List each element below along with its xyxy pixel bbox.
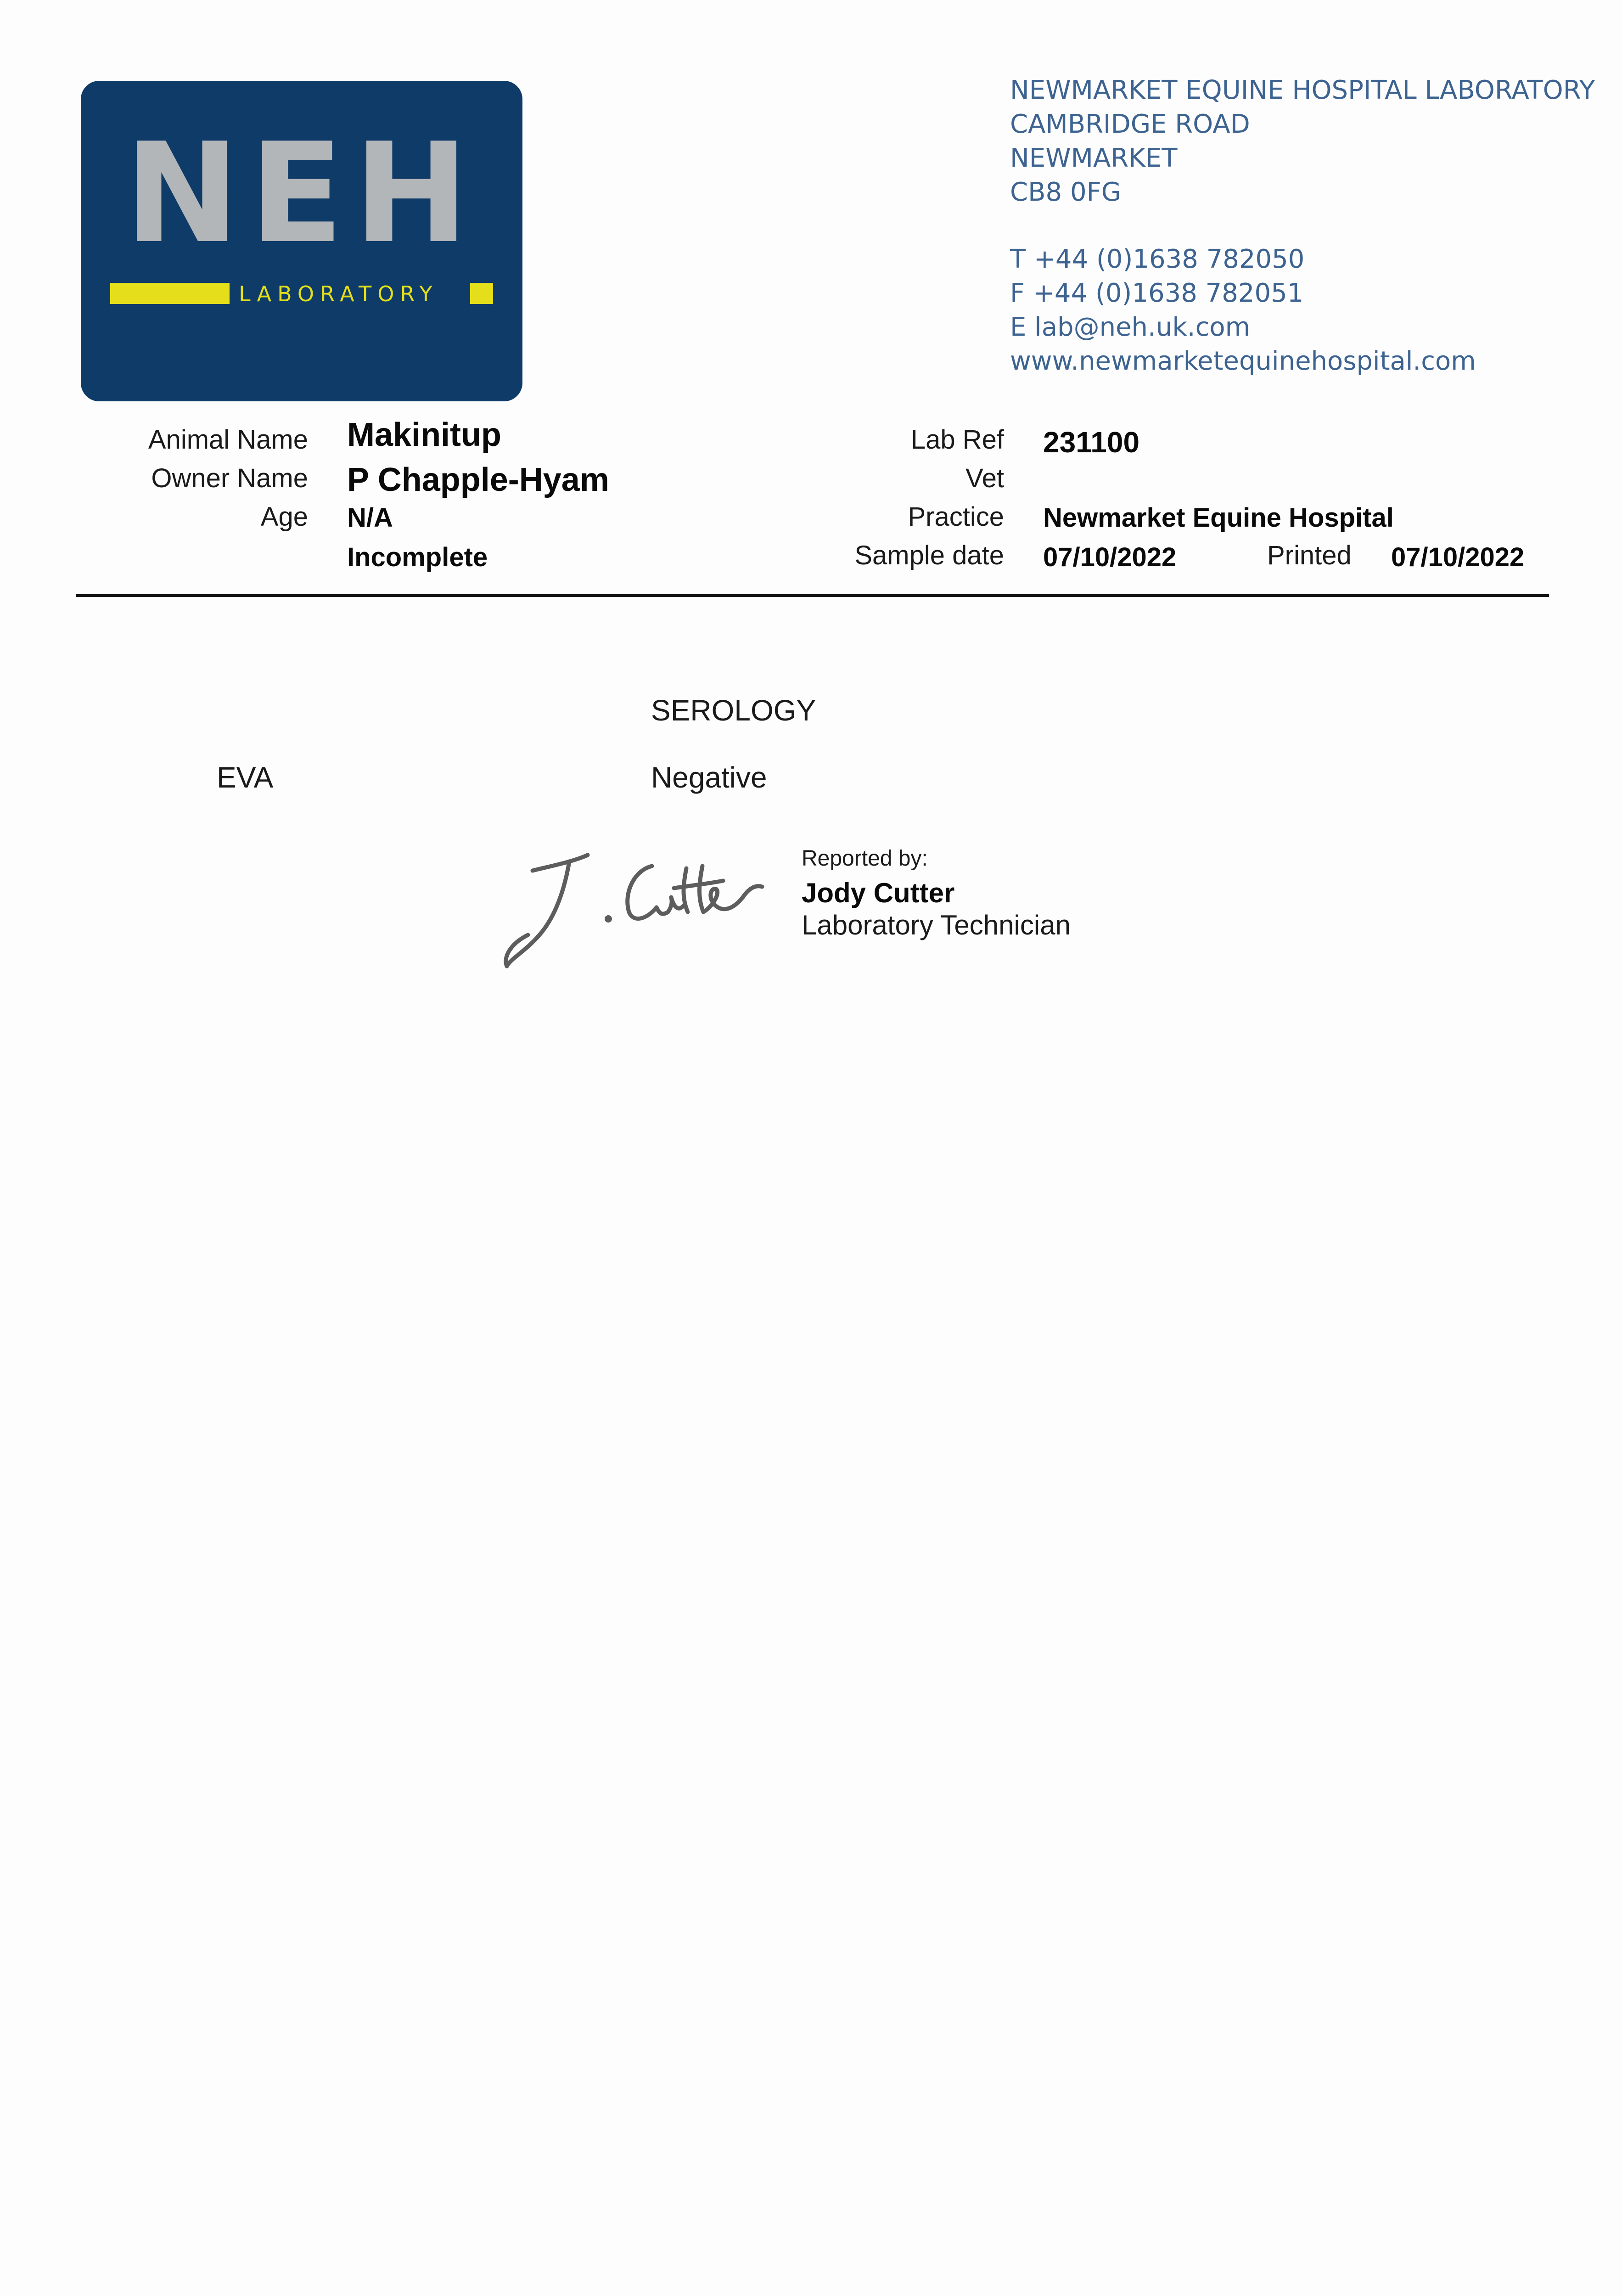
address-line-2: CAMBRIDGE ROAD bbox=[1010, 109, 1250, 139]
email-address: E lab@neh.uk.com bbox=[1010, 312, 1251, 342]
test-result: Negative bbox=[651, 761, 767, 794]
address-line-4: CB8 0FG bbox=[1010, 177, 1122, 207]
address-line-1: NEWMARKET EQUINE HOSPITAL LABORATORY bbox=[1010, 75, 1595, 105]
fax-number: F +44 (0)1638 782051 bbox=[1010, 278, 1304, 308]
printed-label: Printed bbox=[1267, 540, 1352, 570]
report-status: Incomplete bbox=[347, 542, 488, 572]
sample-date-value: 07/10/2022 bbox=[1043, 542, 1177, 572]
lab-ref-label: Lab Ref bbox=[910, 425, 1004, 455]
reported-by-label: Reported by: bbox=[802, 846, 928, 871]
animal-name-value: Makinitup bbox=[347, 416, 501, 453]
animal-name-label: Animal Name bbox=[148, 425, 308, 455]
printed-date-value: 07/10/2022 bbox=[1391, 542, 1525, 572]
age-value: N/A bbox=[347, 503, 393, 533]
logo-accent-block bbox=[470, 283, 493, 304]
website: www.newmarketequinehospital.com bbox=[1010, 346, 1476, 376]
address-line-3: NEWMARKET bbox=[1010, 143, 1178, 173]
owner-name-value: P Chapple-Hyam bbox=[347, 461, 609, 498]
logo-accent-bar bbox=[110, 283, 230, 304]
sample-date-label: Sample date bbox=[854, 540, 1004, 570]
practice-value: Newmarket Equine Hospital bbox=[1043, 503, 1394, 533]
lab-ref-value: 231100 bbox=[1043, 426, 1140, 459]
header-divider bbox=[76, 594, 1549, 597]
age-label: Age bbox=[260, 502, 308, 532]
owner-name-label: Owner Name bbox=[151, 463, 308, 493]
phone-number: T +44 (0)1638 782050 bbox=[1010, 244, 1305, 274]
lab-logo bbox=[81, 81, 522, 401]
test-name: EVA bbox=[217, 761, 274, 794]
reporter-role: Laboratory Technician bbox=[802, 910, 1071, 940]
handwritten-signature bbox=[500, 843, 767, 972]
lab-address-block bbox=[1010, 73, 1607, 378]
section-heading: SEROLOGY bbox=[651, 694, 816, 727]
logo-subtitle: LABORATORY bbox=[239, 281, 438, 306]
logo-wordmark: NEH bbox=[124, 113, 479, 274]
practice-label: Practice bbox=[908, 502, 1004, 532]
vet-label: Vet bbox=[965, 463, 1004, 493]
reporter-name: Jody Cutter bbox=[802, 878, 955, 908]
